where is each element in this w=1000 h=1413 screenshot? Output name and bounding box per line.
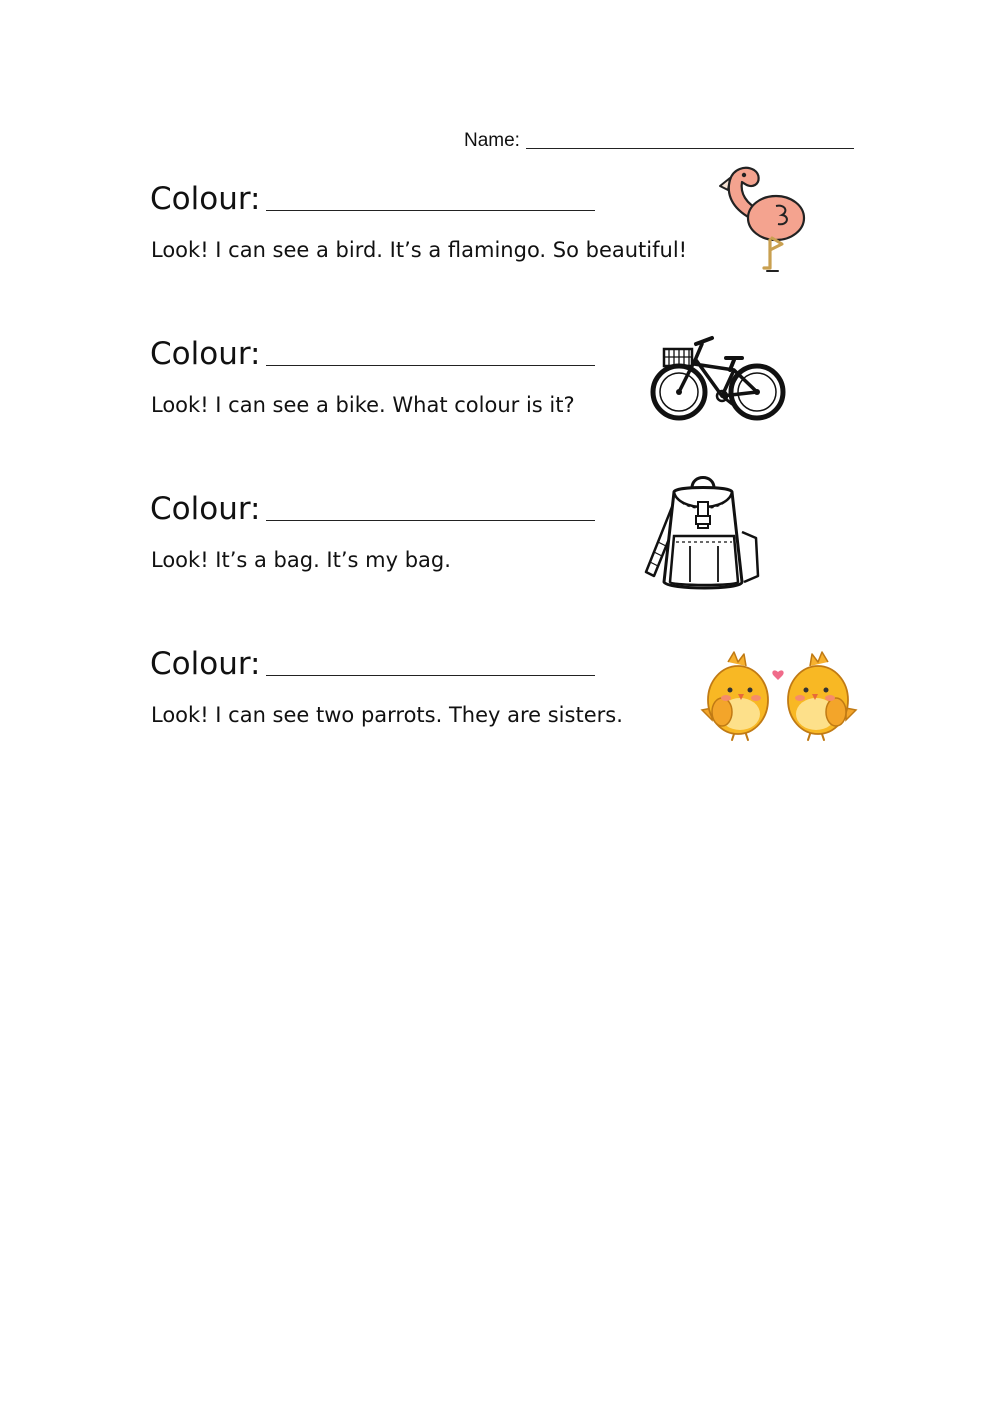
exercise-sentence: Look! I can see a bird. It’s a flamingo. So beautiful!	[151, 238, 688, 262]
backpack-icon	[638, 472, 768, 596]
colour-input-line[interactable]	[266, 209, 595, 211]
exercise-bike	[0, 329, 1000, 459]
colour-field[interactable]	[150, 174, 595, 218]
colour-field[interactable]	[150, 484, 595, 528]
colour-label: Colour:	[150, 336, 261, 372]
name-input-line[interactable]	[526, 147, 854, 149]
exercise-bag	[0, 484, 1000, 614]
name-label: Name:	[464, 130, 520, 151]
colour-label: Colour:	[150, 646, 261, 682]
colour-input-line[interactable]	[266, 364, 595, 366]
colour-label: Colour:	[150, 181, 261, 217]
parrots-icon	[698, 650, 858, 742]
colour-field[interactable]	[150, 329, 595, 373]
exercise-sentence: Look! I can see a bike. What colour is it?	[151, 393, 575, 417]
flamingo-icon	[712, 160, 812, 278]
colour-input-line[interactable]	[266, 519, 595, 521]
bicycle-icon	[650, 330, 788, 422]
name-field[interactable]	[464, 128, 854, 152]
colour-input-line[interactable]	[266, 674, 595, 676]
exercise-flamingo	[0, 174, 1000, 304]
colour-field[interactable]	[150, 639, 595, 683]
colour-label: Colour:	[150, 491, 261, 527]
exercise-sentence: Look! It’s a bag. It’s my bag.	[151, 548, 451, 572]
exercise-sentence: Look! I can see two parrots. They are sisters.	[151, 703, 623, 727]
